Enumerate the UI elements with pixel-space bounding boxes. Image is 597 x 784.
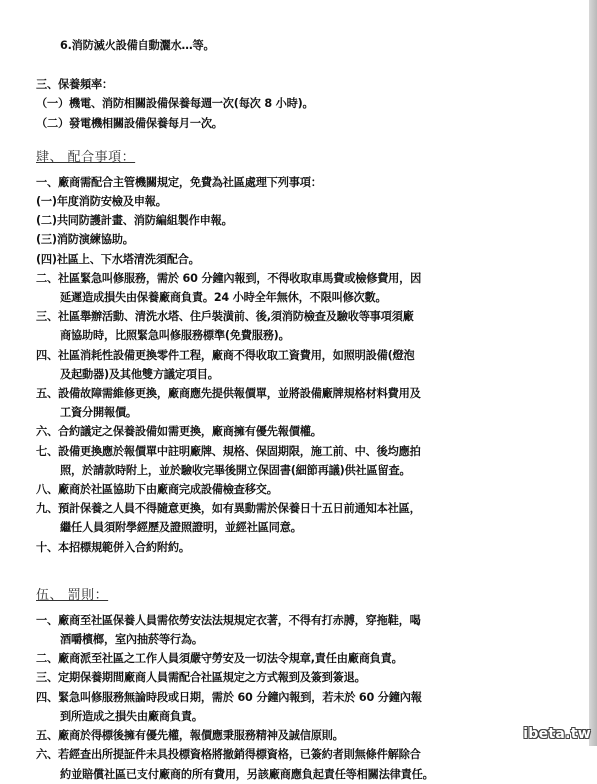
s4-line: 十、本招標規範併入合約附約。 bbox=[36, 540, 190, 554]
s5-line: 一、廠商至社區保養人員需依勞安法法規規定衣著，不得有打赤膊，穿拖鞋，喝 bbox=[36, 613, 421, 627]
s5-line-cont: 到所造成之損失由廠商負責。 bbox=[60, 709, 203, 723]
s5-line-cont: 酒嚼檳榔，室內抽菸等行為。 bbox=[60, 633, 203, 647]
section3-item-2: （二）發電機相關設備保養每月一次。 bbox=[36, 116, 223, 130]
s4-line-cont: 及起動器)及其他雙方議定項目。 bbox=[60, 367, 219, 381]
section4-heading bbox=[36, 147, 476, 169]
s5-line: 五、廠商於得標後擁有優先權，報價應秉服務精神及誠信原則。 bbox=[36, 729, 344, 743]
s4-line: 七、設備更換應於報價單中註明廠牌、規格、保固期限，施工前、中、後均應拍 bbox=[36, 444, 421, 458]
s4-line: (二)共同防護計畫、消防編組製作申報。 bbox=[36, 214, 233, 228]
s5-line: 三、定期保養期間廠商人員需配合社區規定之方式報到及簽到簽退。 bbox=[36, 671, 366, 685]
s4-line: 四、社區消耗性設備更換零件工程，廠商不得收取工資費用，如照明設備(燈泡 bbox=[36, 348, 415, 362]
s4-line: (三)消防演練協助。 bbox=[36, 233, 134, 247]
s5-line-cont: 約並賠償社區已支付廠商的所有費用，另該廠商應負起責任等相關法律責任。 bbox=[60, 767, 434, 781]
section5-heading bbox=[36, 585, 476, 607]
s4-line: 八、廠商於社區協助下由廠商完成設備檢查移交。 bbox=[36, 483, 278, 497]
site-watermark: ibeta.tw bbox=[523, 726, 591, 742]
s5-line: 二、廠商派至社區之工作人員須嚴守勞安及一切法令規章,責任由廠商負責。 bbox=[36, 652, 403, 666]
window-right-edge bbox=[589, 0, 597, 746]
s4-line: 九、預計保養之人員不得隨意更換，如有異動需於保養日十五日前通知本社區， bbox=[36, 502, 421, 516]
s4-line: 三、社區舉辦活動、清洗水塔、住戶裝潢前、後,須消防檢查及驗收等事項須廠 bbox=[36, 310, 414, 324]
section3-title: 三、保養頻率： bbox=[36, 78, 113, 92]
s4-line: (一)年度消防安檢及申報。 bbox=[36, 195, 167, 209]
s4-line-cont: 商協助時，比照緊急叫修服務標準(免費服務)。 bbox=[60, 329, 290, 343]
s5-line: 四、緊急叫修服務無論時段或日期，需於 60 分鐘內報到，若未於 60 分鐘內報 bbox=[36, 690, 422, 704]
document-page bbox=[36, 36, 476, 784]
s4-line: 六、合約議定之保養設備如需更換，廠商擁有優先報價權。 bbox=[36, 425, 322, 439]
s4-line: 二、社區緊急叫修服務，需於 60 分鐘內報到，不得收取車馬費或檢修費用，因 bbox=[36, 271, 422, 285]
item-fire-sprinkler: 6.消防滅火設備自動灑水…等。 bbox=[60, 39, 215, 52]
s4-line-cont: 繼任人員須附學經歷及證照證明，並經社區同意。 bbox=[60, 521, 302, 535]
section5-heading-text: 伍、 罰則： bbox=[36, 587, 109, 603]
s4-line: 一、廠商需配合主管機關規定，免費為社區處理下列事項： bbox=[36, 175, 322, 189]
s4-line-cont: 照，於請款時附上，並於驗收完畢後開立保固書(細節再議)供社區留查。 bbox=[60, 463, 411, 477]
s4-line: 五、設備故障需維修更換，廠商應先提供報價單，並將設備廠牌規格材料費用及 bbox=[36, 387, 421, 401]
s4-line-cont: 延遲造成損失由保養廠商負責。24 小時全年無休，不限叫修次數。 bbox=[60, 291, 387, 305]
section4-heading-text: 肆、 配合事項： bbox=[36, 149, 136, 165]
s4-line: (四)社區上、下水塔清洗須配合。 bbox=[36, 252, 200, 266]
s5-line: 六、若經查出所提証件未具投標資格將撤銷得標資格，已簽約者則無條件解除合 bbox=[36, 748, 421, 762]
section3-item-1: （一）機電、消防相關設備保養每週一次(每次 8 小時)。 bbox=[36, 97, 314, 111]
s4-line-cont: 工資分開報價。 bbox=[60, 406, 137, 420]
